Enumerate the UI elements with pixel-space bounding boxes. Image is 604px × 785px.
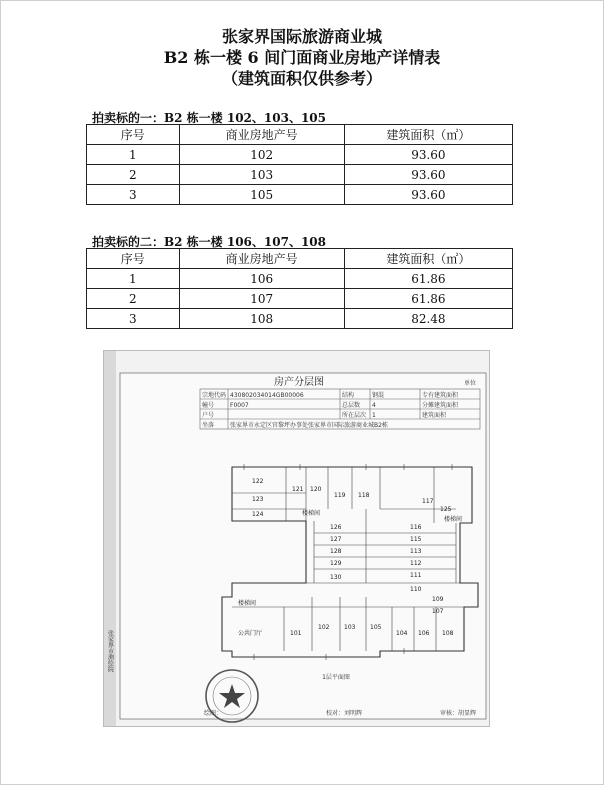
table-cell: 2 <box>87 289 180 309</box>
room-label: 118 <box>358 492 370 499</box>
room-label: 129 <box>330 560 342 567</box>
table-row <box>87 289 513 309</box>
table-cell: 2 <box>87 165 180 185</box>
doc-title-line3: （建筑面积仅供参考） <box>221 69 382 88</box>
column-header: 序号 <box>87 249 180 269</box>
table-cell: 93.60 <box>344 145 512 165</box>
room-label: 106 <box>418 630 430 637</box>
table-cell: 107 <box>179 289 344 309</box>
table-header-row <box>87 249 513 269</box>
info-value: 1 <box>372 412 376 419</box>
lot2-caption: 拍卖标的二：B2 栋一楼 106、107、108 <box>92 235 326 249</box>
room-label: 112 <box>410 560 422 567</box>
checked-by: 校对：刘明辉 <box>326 710 363 717</box>
lot2-table <box>86 248 513 329</box>
info-value: 4 <box>372 402 376 409</box>
info-value: 钢混 <box>372 392 385 399</box>
table-cell: 108 <box>179 309 344 329</box>
info-label: 分摊建筑面积 <box>422 402 459 409</box>
table-cell: 1 <box>87 269 180 289</box>
column-header: 序号 <box>87 125 180 145</box>
table-cell: 1 <box>87 145 180 165</box>
info-value: F0007 <box>230 402 249 409</box>
room-label: 125 <box>440 506 452 513</box>
info-label: 建筑面积 <box>422 412 447 419</box>
info-label: 宗地代码 <box>202 392 227 399</box>
room-label: 110 <box>410 586 422 593</box>
room-label: 108 <box>442 630 454 637</box>
column-header: 商业房地产号 <box>179 125 344 145</box>
table-cell: 82.48 <box>344 309 512 329</box>
room-label: 102 <box>318 624 330 631</box>
room-label: 116 <box>410 524 422 531</box>
room-label: 127 <box>330 536 342 543</box>
room-label: 120 <box>310 486 322 493</box>
room-label: 124 <box>252 511 264 518</box>
table-row <box>87 145 513 165</box>
room-label: 126 <box>330 524 342 531</box>
info-value: 430802034014GB00006 <box>230 392 304 399</box>
column-header: 建筑面积（㎡） <box>344 125 512 145</box>
info-label: 专有建筑面积 <box>422 392 459 399</box>
plan-title: 房产分层图 <box>274 377 324 388</box>
table-header-row <box>87 125 513 145</box>
room-label: 107 <box>432 608 444 615</box>
room-label: 130 <box>330 574 342 581</box>
room-label: 119 <box>334 492 346 499</box>
info-label: 总层数 <box>342 402 361 409</box>
table-row <box>87 185 513 205</box>
lot1-caption: 拍卖标的一：B2 栋一楼 102、103、105 <box>92 111 326 125</box>
floorplan-scan <box>103 350 490 727</box>
table-cell: 61.86 <box>344 269 512 289</box>
table-cell: 3 <box>87 309 180 329</box>
room-label: 104 <box>396 630 408 637</box>
stairs-label: 楼梯间 <box>238 600 257 607</box>
doc-title-line2: B2 栋一楼 6 间门面商业房地产详情表 <box>163 48 441 67</box>
column-header: 建筑面积（㎡） <box>344 249 512 269</box>
room-label: 101 <box>290 630 302 637</box>
hall-label: 公共门厅 <box>238 630 263 637</box>
stairs-label: 楼梯间 <box>302 510 321 517</box>
plan-unit-label: 单位 <box>463 380 476 387</box>
info-value: 张家界市永定区官黎坪办事处张家界市国际旅游商业城B2栋 <box>230 422 388 429</box>
info-label: 户号 <box>202 412 215 419</box>
reviewed-by: 审核：胡显辉 <box>440 710 477 717</box>
room-label: 109 <box>432 596 444 603</box>
table-row <box>87 309 513 329</box>
table-cell: 93.60 <box>344 165 512 185</box>
drawn-by: 绘图： <box>204 710 223 717</box>
side-org-text: 张家界市测绘院 <box>106 630 114 672</box>
room-label: 111 <box>410 572 422 579</box>
table-row <box>87 165 513 185</box>
floorplan-svg <box>104 351 489 726</box>
table-cell: 106 <box>179 269 344 289</box>
table-cell: 93.60 <box>344 185 512 205</box>
table-cell: 3 <box>87 185 180 205</box>
floor-label: 1层平面图 <box>322 674 350 681</box>
room-label: 121 <box>292 486 304 493</box>
table-row <box>87 269 513 289</box>
lot1-table <box>86 124 513 205</box>
info-label: 坐落 <box>202 422 215 429</box>
stairs-label: 楼梯间 <box>444 516 463 523</box>
table-cell: 102 <box>179 145 344 165</box>
info-label: 结构 <box>342 392 355 399</box>
room-label: 105 <box>370 624 382 631</box>
room-label: 103 <box>344 624 356 631</box>
room-label: 123 <box>252 496 264 503</box>
room-label: 113 <box>410 548 422 555</box>
table-cell: 103 <box>179 165 344 185</box>
room-label: 117 <box>422 498 434 505</box>
room-label: 128 <box>330 548 342 555</box>
room-label: 122 <box>252 478 264 485</box>
doc-title-line1: 张家界国际旅游商业城 <box>221 27 382 46</box>
info-label: 所在层次 <box>342 412 367 419</box>
info-label: 幢号 <box>202 402 215 409</box>
room-label: 115 <box>410 536 422 543</box>
table-cell: 61.86 <box>344 289 512 309</box>
table-cell: 105 <box>179 185 344 205</box>
column-header: 商业房地产号 <box>179 249 344 269</box>
